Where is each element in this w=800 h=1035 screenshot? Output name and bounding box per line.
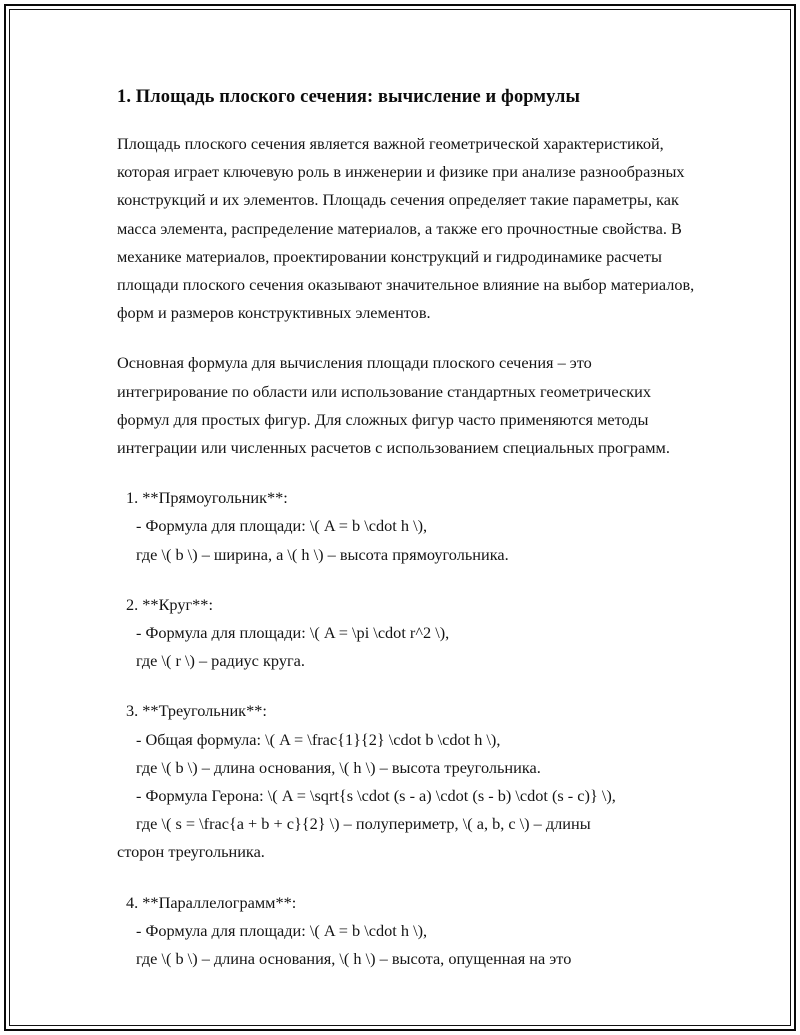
page-border-frame	[4, 4, 796, 1031]
list-item-title: 4. **Параллелограмм**:	[126, 892, 297, 912]
list-item-definition-line: где \( r \) – радиус круга.	[136, 651, 305, 671]
list-item	[117, 889, 703, 974]
list-item-formula-line: - Формула для площади: \( A = b \cdot h \),	[136, 516, 428, 536]
document-body	[117, 84, 703, 1014]
list-item-heron-formula-line: - Формула Герона: \( A = \sqrt{s \cdot (s - a) \cdot (s - b) \cdot (s - c)} \),	[136, 786, 616, 806]
list-item-definition-line: где \( b \) – длина основания, \( h \) – высота, опущенная на это	[136, 949, 572, 969]
list-item-formula-line: - Формула для площади: \( A = \pi \cdot r^2 \),	[136, 623, 450, 643]
page-border-inner-rule	[9, 9, 791, 1026]
list-item-definition-line: где \( b \) – ширина, а \( h \) – высота прямоугольника.	[136, 544, 509, 564]
list-item-definition-line: где \( b \) – длина основания, \( h \) – высота треугольника.	[136, 757, 541, 777]
list-item-formula-line: - Общая формула: \( A = \frac{1}{2} \cdot b \cdot h \),	[136, 729, 501, 749]
list-item-title: 1. **Прямоугольник**:	[126, 488, 288, 508]
intro-paragraph-1: Площадь плоского сечения является важной геометрической характеристикой, которая играет ключевую роль в инженерии и физике при анализе разнообразных конструкций и их элементов. Площадь сечения определяет такие параметры, как масса элемента, распределение материалов, а также его прочностные свойства. В механике материалов, проектировании конструкций и гидродинамике расчеты площади плоского сечения оказывают значительное влияние на выбор материалов, форм и размеров конструктивных элементов.	[117, 134, 695, 323]
list-item-wrapped-line: сторон треугольника.	[117, 842, 265, 862]
list-item	[117, 484, 703, 569]
intro-paragraph-2: Основная формула для вычисления площади плоского сечения – это интегрирование по области или использование стандартных геометрических формул для простых фигур. Для сложных фигур часто применяются методы интеграции или численных расчетов с использованием специальных программ.	[117, 353, 670, 458]
list-item-title: 2. **Круг**:	[126, 594, 213, 614]
list-item	[117, 591, 703, 676]
page-title: 1. Площадь плоского сечения: вычисление и формулы	[117, 87, 581, 107]
list-item-title: 3. **Треугольник**:	[126, 701, 267, 721]
list-item-formula-line: - Формула для площади: \( A = b \cdot h \),	[136, 920, 428, 940]
list-item	[117, 697, 703, 866]
list-item-heron-definition-line: где \( s = \frac{a + b + c}{2} \) – полупериметр, \( a, b, c \) – длины	[136, 814, 591, 834]
